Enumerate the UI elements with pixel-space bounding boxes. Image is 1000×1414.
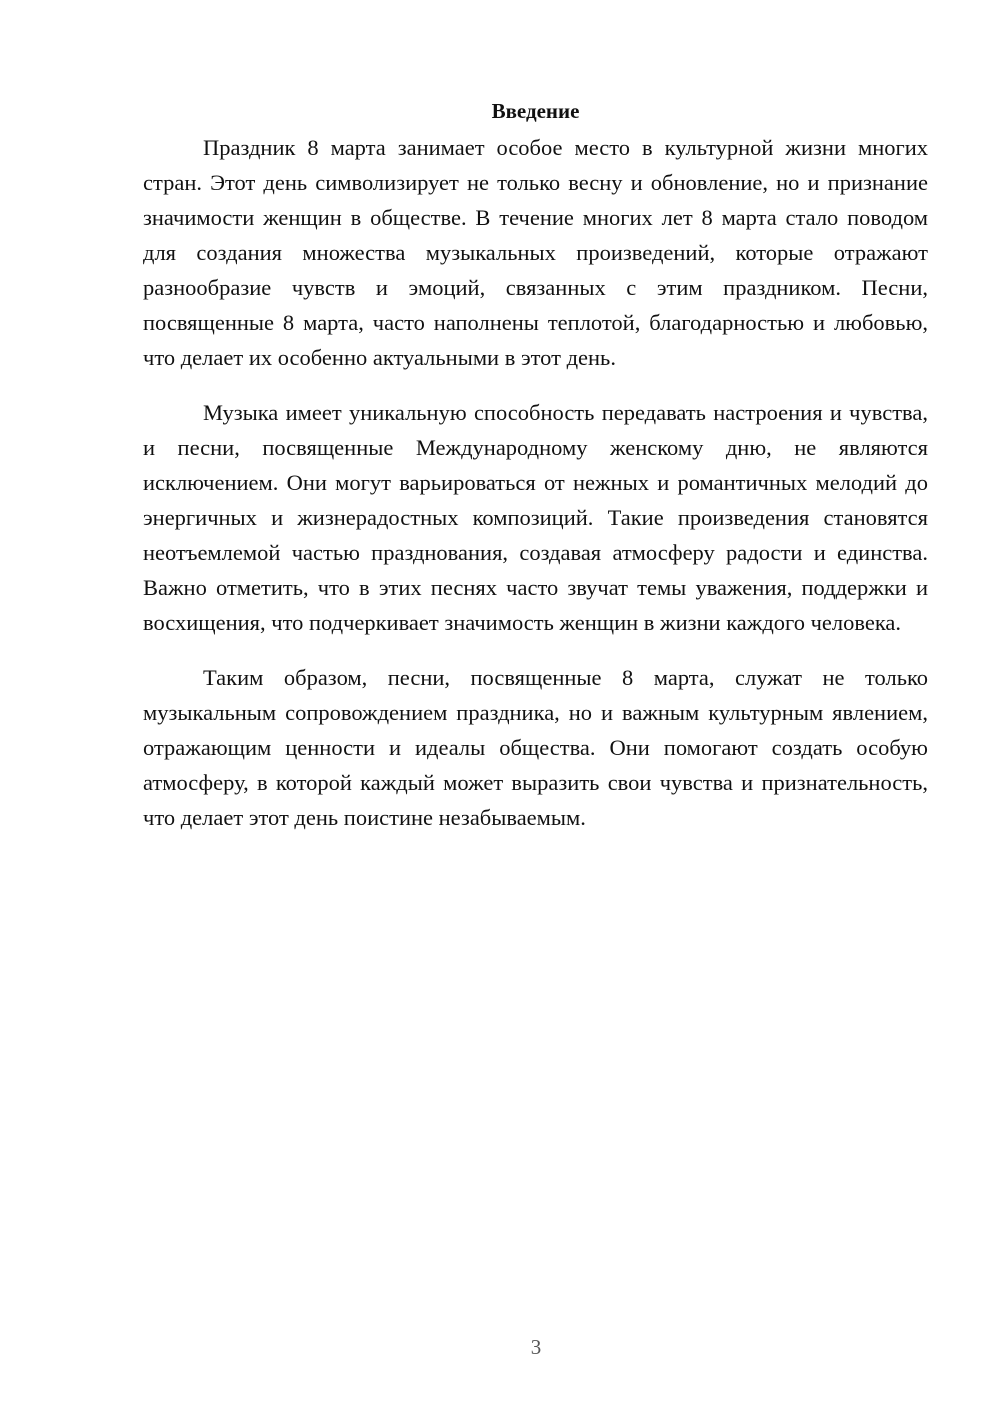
paragraph-1: Праздник 8 марта занимает особое место в культурной жизни многих стран. Этот день символизирует не только весну и обновление, но и признание значимости женщин в обществе. В течение многих лет 8 марта стало поводом для создания множества музыкальных произведений, которые отражают разнообразие чувств и эмоций, связанных с этим праздником. Песни, посвященные 8 марта, часто наполнены теплотой, благодарностью и любовью, что делает их особенно актуальными в этот день.	[143, 135, 928, 370]
page-title: Введение	[491, 99, 580, 123]
paragraph-2: Музыка имеет уникальную способность передавать настроения и чувства, и песни, посвященные Международному женскому дню, не являются исключением. Они могут варьироваться от нежных и романтичных мелодий до энергичных и жизнерадостных композиций. Такие произведения становятся неотъемлемой частью празднования, создавая атмосферу радости и единства. Важно отметить, что в этих песнях часто звучат темы уважения, поддержки и восхищения, что подчеркивает значимость женщин в жизни каждого человека.	[143, 400, 928, 635]
page-number: 3	[530, 1335, 542, 1359]
paragraph-3: Таким образом, песни, посвященные 8 марта, служат не только музыкальным сопровождением праздника, но и важным культурным явлением, отражающим ценности и идеалы общества. Они помогают создать особую атмосферу, в которой каждый может выразить свои чувства и признательность, что делает этот день поистине незабываемым.	[143, 665, 928, 830]
document-body	[143, 96, 928, 835]
